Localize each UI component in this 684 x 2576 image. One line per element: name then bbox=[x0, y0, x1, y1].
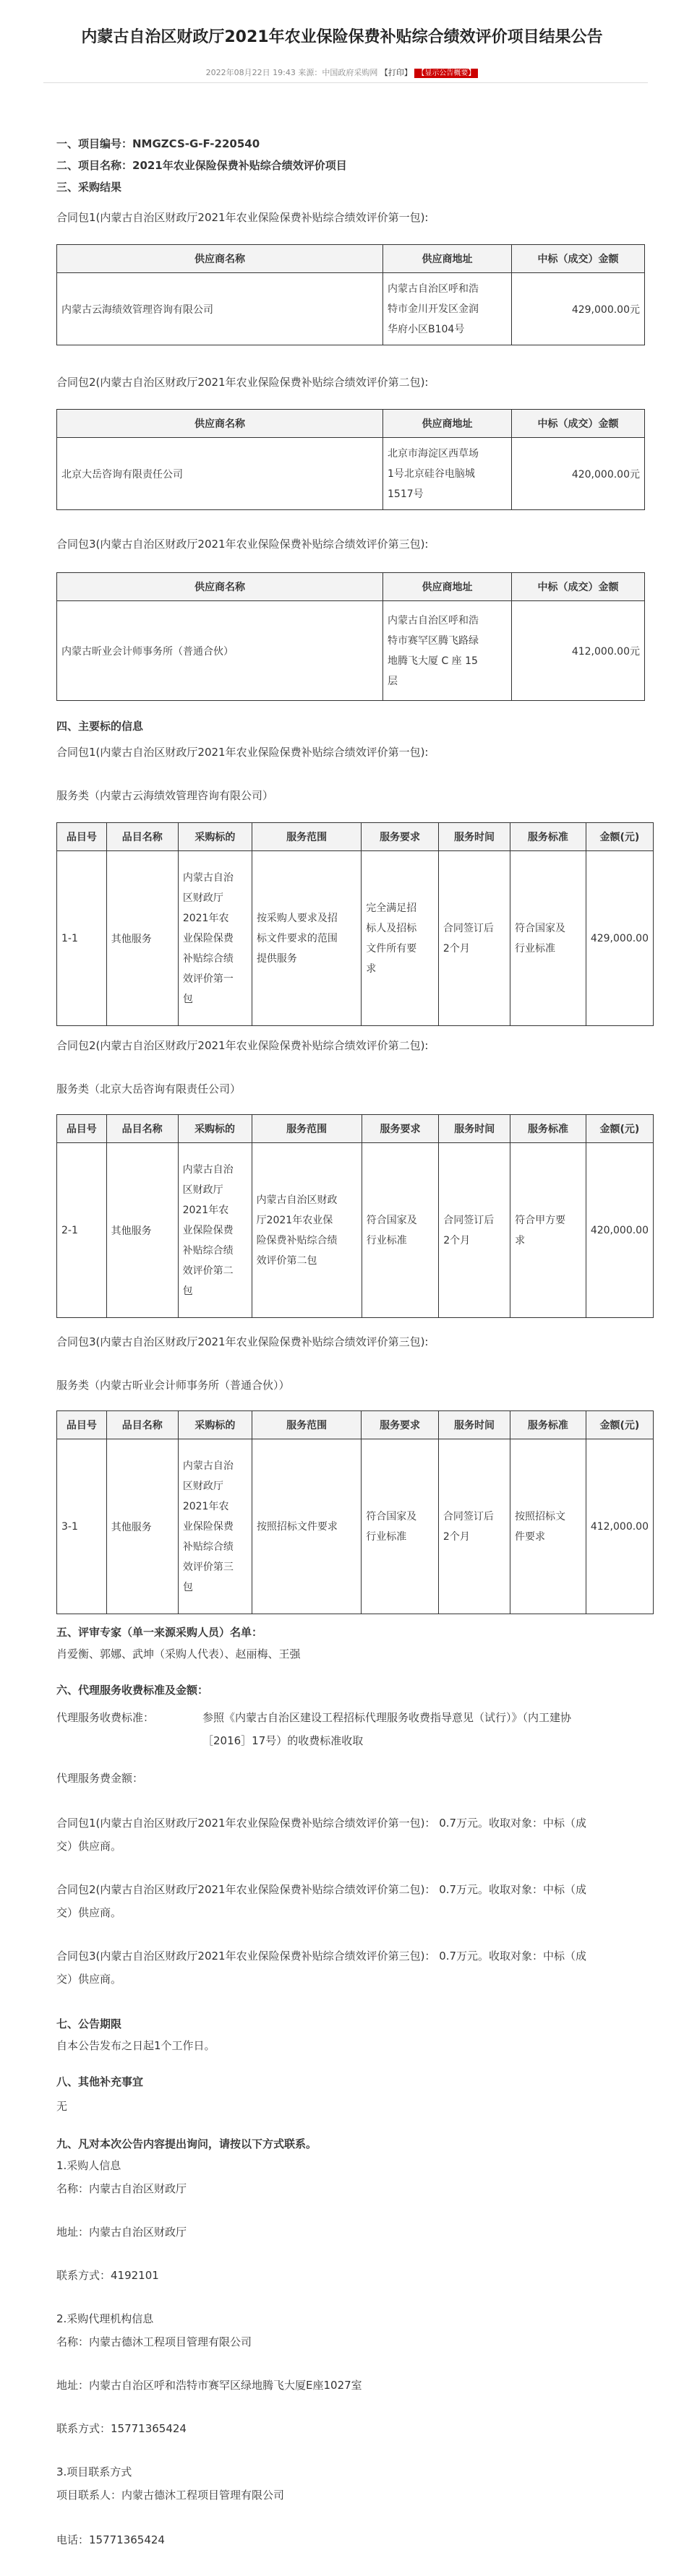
item-category: 其他服务 bbox=[106, 1439, 178, 1614]
item-time: 合同签订后 2个月 bbox=[438, 851, 510, 1026]
section-other-heading: 八、其他补充事宜 bbox=[56, 2075, 144, 2088]
header-requirement: 服务要求 bbox=[362, 823, 439, 851]
supplier-name: 内蒙古云海绩效管理咨询有限公司 bbox=[57, 273, 383, 345]
fee-package-2: 合同包2(内蒙古自治区财政厅2021年农业保险保费补贴综合绩效评价第二包)： 0.7万元。收取对象：中标（成 bbox=[56, 1883, 587, 1896]
item-target: 内蒙古自治 区财政厅 2021年农 业保险保费 补贴综合绩 效评价第三 包 bbox=[178, 1439, 252, 1614]
item-time: 合同签订后 2个月 bbox=[439, 1143, 510, 1318]
header-item-no: 品目号 bbox=[57, 823, 107, 851]
project-name: 二、项目名称：2021年农业保险保费补贴综合绩效评价项目 bbox=[56, 159, 347, 172]
header-item-name: 品目名称 bbox=[106, 823, 178, 851]
publish-date: 2022年08月22日 19:43 bbox=[205, 68, 296, 77]
fee-package-3-cont: 交）供应商。 bbox=[56, 1973, 122, 1986]
agency-address: 地址：内蒙古自治区呼和浩特市赛罕区绿地腾飞大厦E座1027室 bbox=[56, 2379, 362, 2392]
purchaser-name: 名称：内蒙古自治区财政厅 bbox=[56, 2182, 187, 2195]
fee-package-1: 合同包1(内蒙古自治区财政厅2021年农业保险保费补贴综合绩效评价第一包)： 0.7万元。收取对象：中标（成 bbox=[56, 1817, 587, 1830]
page-title: 内蒙古自治区财政厅2021年农业保险保费补贴综合绩效评价项目结果公告 bbox=[81, 28, 603, 46]
header-amount: 金额(元) bbox=[586, 1115, 653, 1143]
item-amount: 429,000.00 bbox=[586, 851, 653, 1026]
header-supplier-name: 供应商名称 bbox=[57, 573, 383, 601]
item-scope: 按采购人要求及招 标文件要求的范围 提供服务 bbox=[252, 851, 361, 1026]
supplier-address: 内蒙古自治区呼和浩 特市赛罕区腾飞路绿 地腾飞大厦 C 座 15 层 bbox=[383, 601, 512, 701]
package2-label: 合同包2(内蒙古自治区财政厅2021年农业保险保费补贴综合绩效评价第二包): bbox=[56, 1039, 429, 1052]
show-original-button[interactable]: 【显示公告概要】 bbox=[414, 69, 478, 78]
purchaser-phone: 联系方式：4192101 bbox=[56, 2269, 159, 2282]
header-scope: 服务范围 bbox=[252, 1411, 361, 1439]
package2-label: 合同包2(内蒙古自治区财政厅2021年农业保险保费补贴综合绩效评价第二包): bbox=[56, 376, 429, 389]
project-contact-title: 3.项目联系方式 bbox=[56, 2465, 132, 2478]
item-table-2 bbox=[56, 1114, 654, 1318]
section-results-heading: 三、采购结果 bbox=[56, 181, 122, 194]
fee-standard-text-2: ［2016］17号）的收费标准收取 bbox=[202, 1734, 364, 1747]
agency-name: 名称：内蒙古德沐工程项目管理有限公司 bbox=[56, 2335, 252, 2348]
project-contact-phone: 电话：15771365424 bbox=[56, 2533, 165, 2546]
item-requirement: 完全满足招 标人及招标 文件所有要 求 bbox=[362, 851, 439, 1026]
section-experts-heading: 五、评审专家（单一来源采购人员）名单： bbox=[56, 1626, 263, 1639]
fee-package-3: 合同包3(内蒙古自治区财政厅2021年农业保险保费补贴综合绩效评价第三包)： 0.7万元。收取对象：中标（成 bbox=[56, 1950, 587, 1963]
header-award-amount: 中标（成交）金额 bbox=[512, 410, 645, 438]
item-standard: 符合国家及 行业标准 bbox=[510, 851, 586, 1026]
result-table-2 bbox=[56, 409, 645, 510]
header-requirement: 服务要求 bbox=[362, 1115, 439, 1143]
package3-label: 合同包3(内蒙古自治区财政厅2021年农业保险保费补贴综合绩效评价第三包): bbox=[56, 538, 429, 551]
award-amount: 412,000.00元 bbox=[512, 601, 645, 701]
source-label: 来源：中国政府采购网 bbox=[298, 68, 378, 77]
header-scope: 服务范围 bbox=[252, 1115, 362, 1143]
section-period-heading: 七、公告期限 bbox=[56, 2017, 122, 2030]
header-item-no: 品目号 bbox=[57, 1411, 107, 1439]
header-supplier-address: 供应商地址 bbox=[383, 410, 512, 438]
header-standard: 服务标准 bbox=[510, 1411, 586, 1439]
header-standard: 服务标准 bbox=[510, 1115, 586, 1143]
header-item-name: 品目名称 bbox=[106, 1411, 178, 1439]
item-requirement: 符合国家及 行业标准 bbox=[362, 1143, 439, 1318]
agency-info-title: 2.采购代理机构信息 bbox=[56, 2312, 154, 2325]
supplier-address: 北京市海淀区西草场 1号北京硅谷电脑城 1517号 bbox=[383, 438, 512, 510]
header-supplier-address: 供应商地址 bbox=[383, 245, 512, 273]
fee-package-2-cont: 交）供应商。 bbox=[56, 1906, 122, 1919]
result-table-1 bbox=[56, 244, 645, 345]
item-category: 其他服务 bbox=[106, 851, 178, 1026]
item-target: 内蒙古自治 区财政厅 2021年农 业保险保费 补贴综合绩 效评价第二 包 bbox=[178, 1143, 252, 1318]
item-amount: 412,000.00 bbox=[586, 1439, 653, 1614]
package3-label: 合同包3(内蒙古自治区财政厅2021年农业保险保费补贴综合绩效评价第三包): bbox=[56, 1335, 429, 1348]
header-award-amount: 中标（成交）金额 bbox=[512, 573, 645, 601]
item-no: 2-1 bbox=[57, 1143, 107, 1318]
other-text: 无 bbox=[56, 2100, 68, 2113]
project-contact-person: 项目联系人：内蒙古德沐工程项目管理有限公司 bbox=[56, 2489, 285, 2502]
item-scope: 内蒙古自治区财政 厅2021年农业保 险保费补贴综合绩 效评价第二包 bbox=[252, 1143, 362, 1318]
supplier-address: 内蒙古自治区呼和浩 特市金川开发区金润 华府小区B104号 bbox=[383, 273, 512, 345]
print-link[interactable]: 【打印】 bbox=[380, 68, 412, 77]
item-amount: 420,000.00 bbox=[586, 1143, 653, 1318]
service-type-2: 服务类（北京大岳咨询有限责任公司） bbox=[56, 1082, 241, 1095]
fee-standard-label: 代理服务收费标准： bbox=[56, 1711, 155, 1724]
section-fee-heading: 六、代理服务收费标准及金额： bbox=[56, 1684, 209, 1697]
header-time: 服务时间 bbox=[438, 1411, 510, 1439]
project-number: 一、项目编号：NMGZCS-G-F-220540 bbox=[56, 137, 260, 150]
supplier-name: 北京大岳咨询有限责任公司 bbox=[57, 438, 383, 510]
header-target: 采购标的 bbox=[178, 1115, 252, 1143]
item-target: 内蒙古自治 区财政厅 2021年农 业保险保费 补贴综合绩 效评价第一 包 bbox=[178, 851, 252, 1026]
item-table-1 bbox=[56, 822, 654, 1026]
fee-package-1-cont: 交）供应商。 bbox=[56, 1840, 122, 1853]
header-award-amount: 中标（成交）金额 bbox=[512, 245, 645, 273]
header-scope: 服务范围 bbox=[252, 823, 361, 851]
item-requirement: 符合国家及 行业标准 bbox=[362, 1439, 439, 1614]
meta-line bbox=[0, 66, 684, 78]
service-type-1: 服务类（内蒙古云海绩效管理咨询有限公司） bbox=[56, 789, 274, 802]
award-amount: 429,000.00元 bbox=[512, 273, 645, 345]
item-time: 合同签订后 2个月 bbox=[438, 1439, 510, 1614]
header-item-name: 品目名称 bbox=[106, 1115, 178, 1143]
header-supplier-address: 供应商地址 bbox=[383, 573, 512, 601]
item-no: 1-1 bbox=[57, 851, 107, 1026]
supplier-name: 内蒙古昕业会计师事务所（普通合伙） bbox=[57, 601, 383, 701]
header-standard: 服务标准 bbox=[510, 823, 586, 851]
header-amount: 金额(元) bbox=[586, 1411, 653, 1439]
service-type-3: 服务类（内蒙古昕业会计师事务所（普通合伙）） bbox=[56, 1379, 290, 1392]
header-requirement: 服务要求 bbox=[362, 1411, 439, 1439]
header-target: 采购标的 bbox=[178, 823, 252, 851]
item-standard: 按照招标文 件要求 bbox=[510, 1439, 586, 1614]
item-category: 其他服务 bbox=[106, 1143, 178, 1318]
fee-standard-text: 参照《内蒙古自治区建设工程招标代理服务收费指导意见（试行）》（内工建协 bbox=[202, 1711, 572, 1724]
award-amount: 420,000.00元 bbox=[512, 438, 645, 510]
item-standard: 符合甲方要 求 bbox=[510, 1143, 586, 1318]
header-supplier-name: 供应商名称 bbox=[57, 410, 383, 438]
header-supplier-name: 供应商名称 bbox=[57, 245, 383, 273]
title-divider bbox=[43, 82, 648, 83]
item-no: 3-1 bbox=[57, 1439, 107, 1614]
section-items-heading: 四、主要标的信息 bbox=[56, 720, 144, 733]
agency-phone: 联系方式：15771365424 bbox=[56, 2422, 187, 2435]
purchaser-address: 地址：内蒙古自治区财政厅 bbox=[56, 2226, 187, 2239]
experts-list: 肖爱衡、郭娜、武坤（采购人代表）、赵丽梅、王强 bbox=[56, 1647, 301, 1660]
result-table-3 bbox=[56, 572, 645, 701]
package1-label: 合同包1(内蒙古自治区财政厅2021年农业保险保费补贴综合绩效评价第一包): bbox=[56, 746, 429, 759]
header-item-no: 品目号 bbox=[57, 1115, 107, 1143]
header-time: 服务时间 bbox=[438, 823, 510, 851]
header-time: 服务时间 bbox=[439, 1115, 510, 1143]
header-target: 采购标的 bbox=[178, 1411, 252, 1439]
package1-label: 合同包1(内蒙古自治区财政厅2021年农业保险保费补贴综合绩效评价第一包): bbox=[56, 211, 429, 224]
header-amount: 金额(元) bbox=[586, 823, 653, 851]
item-table-3 bbox=[56, 1410, 654, 1614]
item-scope: 按照招标文件要求 bbox=[252, 1439, 361, 1614]
fee-amount-label: 代理服务费金额： bbox=[56, 1772, 144, 1785]
purchaser-info-title: 1.采购人信息 bbox=[56, 2159, 121, 2172]
period-text: 自本公告发布之日起1个工作日。 bbox=[56, 2039, 215, 2052]
section-contact-heading: 九、凡对本次公告内容提出询问，请按以下方式联系。 bbox=[56, 2137, 317, 2150]
